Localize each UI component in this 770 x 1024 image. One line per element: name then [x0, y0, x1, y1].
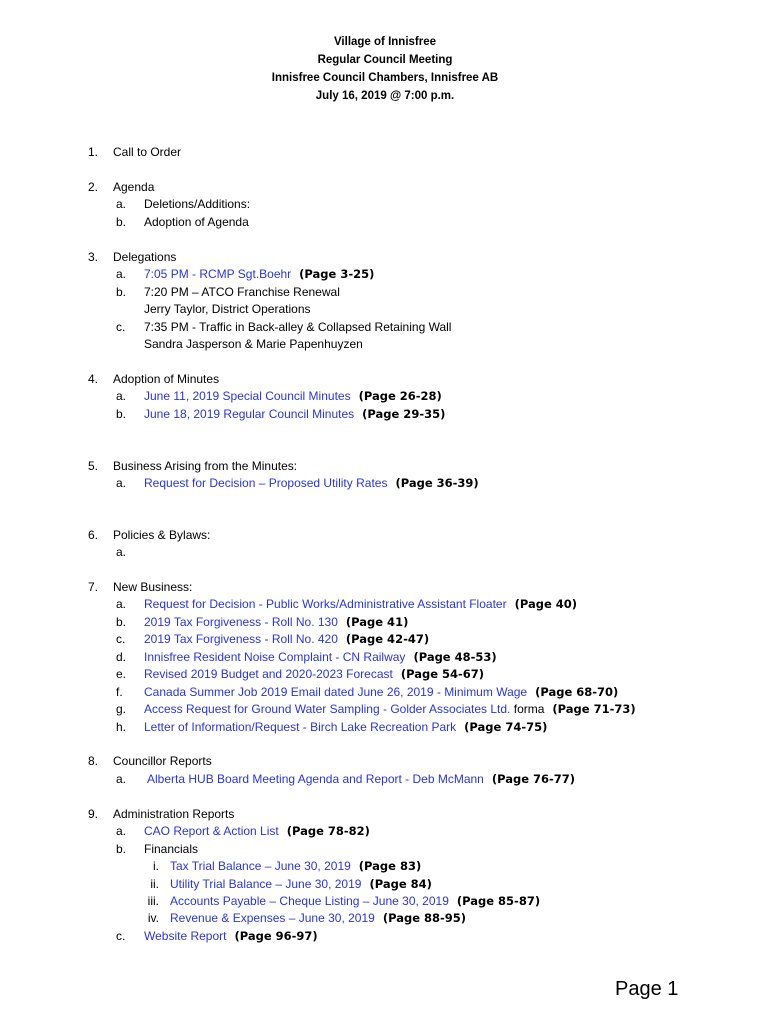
header-meeting-type: Regular Council Meeting [317, 54, 453, 66]
sub-text: 7:20 PM – ATCO Franchise Renewal [144, 285, 340, 299]
page-ref: (Page 48-53) [413, 650, 497, 664]
sub-link[interactable]: June 18, 2019 Regular Council Minutes [144, 407, 355, 421]
page-ref: (Page 36-39) [395, 476, 479, 490]
sub-link[interactable]: 2019 Tax Forgiveness - Roll No. 420 [144, 632, 338, 646]
page-ref: (Page 96-97) [234, 929, 318, 943]
page-ref: (Page 83) [358, 859, 422, 873]
sub-text: Sandra Jasperson & Marie Papenhuyzen [144, 337, 363, 351]
page-ref: (Page 3-25) [299, 267, 375, 281]
sub-letter: a. [116, 597, 127, 611]
roman-numeral: iv. [147, 911, 159, 925]
sub-link[interactable]: June 11, 2019 Special Council Minutes [144, 389, 351, 403]
sub-letter: h. [116, 720, 127, 734]
page-ref: (Page 71-73) [552, 702, 636, 716]
header-village: Village of Innisfree [333, 36, 437, 48]
sub-text: Jerry Taylor, District Operations [144, 302, 311, 316]
header-location: Innisfree Council Chambers, Innisfree AB [271, 72, 499, 84]
sub-text: Financials [144, 842, 199, 856]
item-title: Business Arising from the Minutes: [113, 459, 298, 473]
page-ref: (Page 84) [369, 877, 432, 891]
sub-letter: b. [116, 615, 127, 629]
sub-link[interactable]: Alberta HUB Board Meeting Agenda and Report - Deb McMann [147, 772, 484, 786]
page-ref: (Page 26-28) [358, 389, 442, 403]
page-ref: (Page 29-35) [362, 407, 446, 421]
item-title: Adoption of Minutes [113, 372, 220, 386]
item-number: 2. [88, 180, 99, 194]
sub-letter: a. [116, 267, 127, 281]
sub-letter: b. [116, 285, 127, 299]
item-title: Delegations [113, 250, 177, 264]
page-ref: (Page 85-87) [456, 894, 541, 908]
item-number: 9. [88, 807, 99, 821]
document-header [0, 33, 770, 105]
item-title: Call to Order [113, 145, 182, 159]
roman-numeral: ii. [150, 877, 159, 891]
sub-letter: a. [116, 197, 127, 211]
page-ref: (Page 68-70) [535, 685, 619, 699]
item-number: 4. [88, 372, 99, 386]
sub-link[interactable]: Innisfree Resident Noise Complaint - CN Railway [144, 650, 406, 664]
sub-suffix: forma [513, 702, 545, 716]
item-title: Agenda [113, 180, 155, 194]
item-number: 5. [88, 459, 99, 473]
sub-link[interactable]: Website Report [144, 929, 227, 943]
item-title: Councillor Reports [113, 754, 212, 768]
sub-link[interactable]: Request for Decision - Public Works/Administrative Assistant Floater [144, 597, 507, 611]
page-ref: (Page 74-75) [464, 720, 548, 734]
item-number: 7. [88, 580, 99, 594]
page-ref: (Page 40) [514, 597, 578, 611]
sub-letter: b. [116, 407, 127, 421]
page-ref: (Page 54-67) [400, 667, 485, 681]
sub-letter: a. [116, 545, 127, 559]
roman-numeral: iii. [147, 894, 159, 908]
sub-link[interactable]: Revised 2019 Budget and 2020-2023 Forecast [144, 667, 393, 681]
sub-link[interactable]: CAO Report & Action List [144, 824, 279, 838]
sub-letter: a. [116, 389, 127, 403]
sub-link[interactable]: Accounts Payable – Cheque Listing – June 30, 2019 [170, 894, 449, 908]
sub-text: 7:35 PM - Traffic in Back-alley & Collapsed Retaining Wall [144, 320, 452, 334]
page-ref: (Page 42-47) [345, 632, 430, 646]
sub-letter: g. [116, 702, 127, 716]
sub-text: Deletions/Additions: [144, 197, 251, 211]
roman-numeral: i. [153, 859, 159, 873]
item-number: 1. [88, 145, 99, 159]
item-title: New Business: [113, 580, 193, 594]
sub-letter: a. [116, 476, 127, 490]
page-ref: (Page 78-82) [286, 824, 370, 838]
sub-link[interactable]: Revenue & Expenses – June 30, 2019 [170, 911, 375, 925]
sub-letter: d. [116, 650, 127, 664]
sub-letter: b. [116, 842, 127, 856]
page-number: Page 1 [615, 978, 679, 1000]
page-ref: (Page 88-95) [382, 911, 467, 925]
header-date: July 16, 2019 @ 7:00 p.m. [315, 90, 455, 102]
sub-link[interactable]: Letter of Information/Request - Birch Lake Recreation Park [144, 720, 457, 734]
sub-letter: c. [116, 929, 126, 943]
page-ref: (Page 41) [345, 615, 409, 629]
sub-link[interactable]: 2019 Tax Forgiveness - Roll No. 130 [144, 615, 338, 629]
sub-letter: f. [116, 685, 123, 699]
sub-letter: e. [116, 667, 127, 681]
sub-link[interactable]: 7:05 PM - RCMP Sgt.Boehr [144, 267, 292, 281]
item-number: 3. [88, 250, 99, 264]
sub-link[interactable]: Utility Trial Balance – June 30, 2019 [170, 877, 362, 891]
page-ref: (Page 76-77) [491, 772, 576, 786]
sub-letter: a. [116, 772, 127, 786]
item-number: 8. [88, 754, 99, 768]
item-title: Administration Reports [113, 807, 235, 821]
sub-letter: c. [116, 632, 126, 646]
item-title: Policies & Bylaws: [113, 528, 211, 542]
sub-link[interactable]: Access Request for Ground Water Sampling - Golder Associates Ltd. [144, 702, 511, 716]
sub-link[interactable]: Canada Summer Job 2019 Email dated June 26, 2019 - Minimum Wage [144, 685, 528, 699]
item-number: 6. [88, 528, 99, 542]
sub-link[interactable]: Request for Decision – Proposed Utility Rates [144, 476, 388, 490]
sub-letter: a. [116, 824, 127, 838]
sub-link[interactable]: Tax Trial Balance – June 30, 2019 [170, 859, 351, 873]
sub-text: Adoption of Agenda [144, 215, 249, 229]
sub-letter: b. [116, 215, 127, 229]
sub-letter: c. [116, 320, 126, 334]
